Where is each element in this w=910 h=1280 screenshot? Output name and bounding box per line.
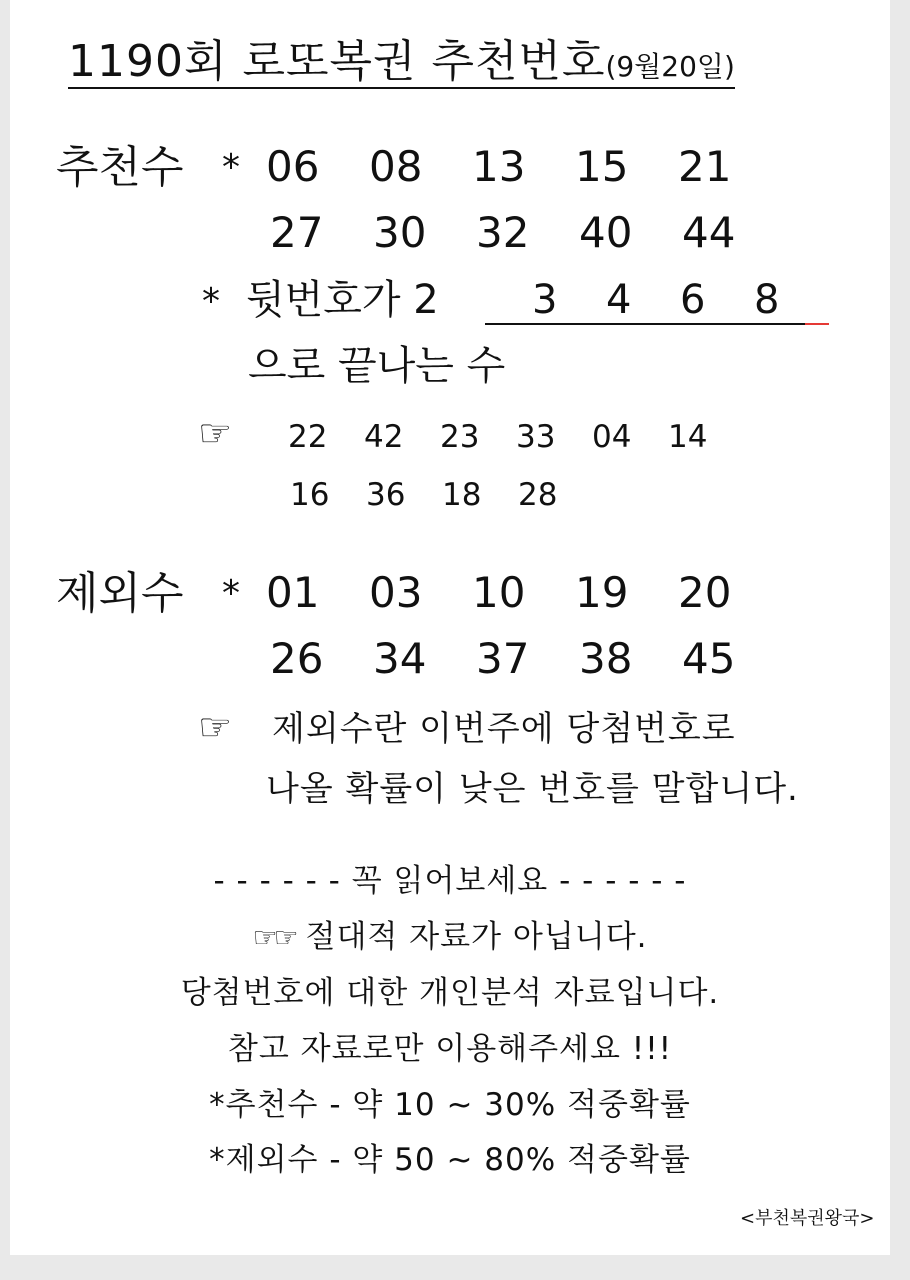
number-cell: 18 <box>442 477 482 513</box>
notice-line-1 <box>10 919 890 955</box>
source-credit: <부천복권왕국> <box>740 1208 875 1229</box>
number-cell: 10 <box>472 568 526 617</box>
ending-star: * <box>202 281 220 322</box>
number-cell: 45 <box>682 634 736 683</box>
ending-numbers-row-2 <box>290 477 594 513</box>
number-cell: 08 <box>369 142 423 191</box>
number-cell: 34 <box>373 634 427 683</box>
number-cell: 04 <box>592 419 632 455</box>
number-cell: 36 <box>366 477 406 513</box>
excluded-note-line-2: 나올 확률이 낮은 번호를 말합니다. <box>266 769 799 809</box>
title-main: 1190회 로또복권 추천번호 <box>68 36 606 87</box>
recommended-row-2 <box>270 208 785 257</box>
page-title <box>68 36 735 89</box>
notice-line-3: 참고 자료로만 이용해주세요 !!! <box>227 1031 673 1067</box>
number-cell: 42 <box>364 419 404 455</box>
number-cell: 32 <box>476 208 530 257</box>
number-cell: 14 <box>668 419 708 455</box>
number-cell: 44 <box>682 208 736 257</box>
pointing-hand-icon: ☞ <box>198 705 233 749</box>
ending-digit: 6 <box>680 277 706 323</box>
number-cell: 30 <box>373 208 427 257</box>
number-cell: 21 <box>678 142 732 191</box>
recommended-label: 추천수 <box>56 142 184 193</box>
pointing-hand-icon: ☞☞ <box>252 921 295 954</box>
ending-numbers-row-1 <box>288 419 744 455</box>
pointing-hand-icon: ☞ <box>198 411 233 455</box>
recommended-star: * <box>222 147 240 188</box>
number-cell: 27 <box>270 208 324 257</box>
excluded-row-1 <box>266 568 781 617</box>
notice-line-5: *제외수 - 약 50 ~ 80% 적중확률 <box>209 1142 691 1178</box>
number-cell: 20 <box>678 568 732 617</box>
number-cell: 37 <box>476 634 530 683</box>
number-cell: 23 <box>440 419 480 455</box>
excluded-note-line-1: 제외수란 이번주에 당첨번호로 <box>272 709 736 749</box>
ending-underline-accent <box>805 323 829 325</box>
ending-digits <box>532 277 828 323</box>
number-cell: 38 <box>579 634 633 683</box>
excluded-row-2 <box>270 634 785 683</box>
notice-line-2: 당첨번호에 대한 개인분석 자료입니다. <box>180 975 720 1011</box>
number-cell: 16 <box>290 477 330 513</box>
number-cell: 26 <box>270 634 324 683</box>
excluded-star: * <box>222 573 240 614</box>
number-cell: 19 <box>575 568 629 617</box>
ending-underline <box>485 323 805 325</box>
number-cell: 01 <box>266 568 320 617</box>
notice-line-1-text: 절대적 자료가 아닙니다. <box>305 919 648 955</box>
number-cell: 28 <box>518 477 558 513</box>
title-date: (9월20일) <box>605 50 735 83</box>
notice-divider: - - - - - - 꼭 읽어보세요 - - - - - - <box>213 863 687 899</box>
number-cell: 13 <box>472 142 526 191</box>
number-cell: 22 <box>288 419 328 455</box>
ending-digit: 8 <box>754 277 780 323</box>
document-page <box>10 0 890 1255</box>
number-cell: 40 <box>579 208 633 257</box>
number-cell: 06 <box>266 142 320 191</box>
number-cell: 15 <box>575 142 629 191</box>
excluded-label: 제외수 <box>56 568 184 619</box>
ending-digit: 3 <box>532 277 558 323</box>
notice-line-4: *추천수 - 약 10 ~ 30% 적중확률 <box>209 1087 691 1123</box>
number-cell: 33 <box>516 419 556 455</box>
number-cell: 03 <box>369 568 423 617</box>
ending-line-2: 으로 끝나는 수 <box>248 343 506 389</box>
ending-digit: 4 <box>606 277 632 323</box>
recommended-row-1 <box>266 142 781 191</box>
ending-prefix: 뒷번호가 2 <box>246 277 439 323</box>
